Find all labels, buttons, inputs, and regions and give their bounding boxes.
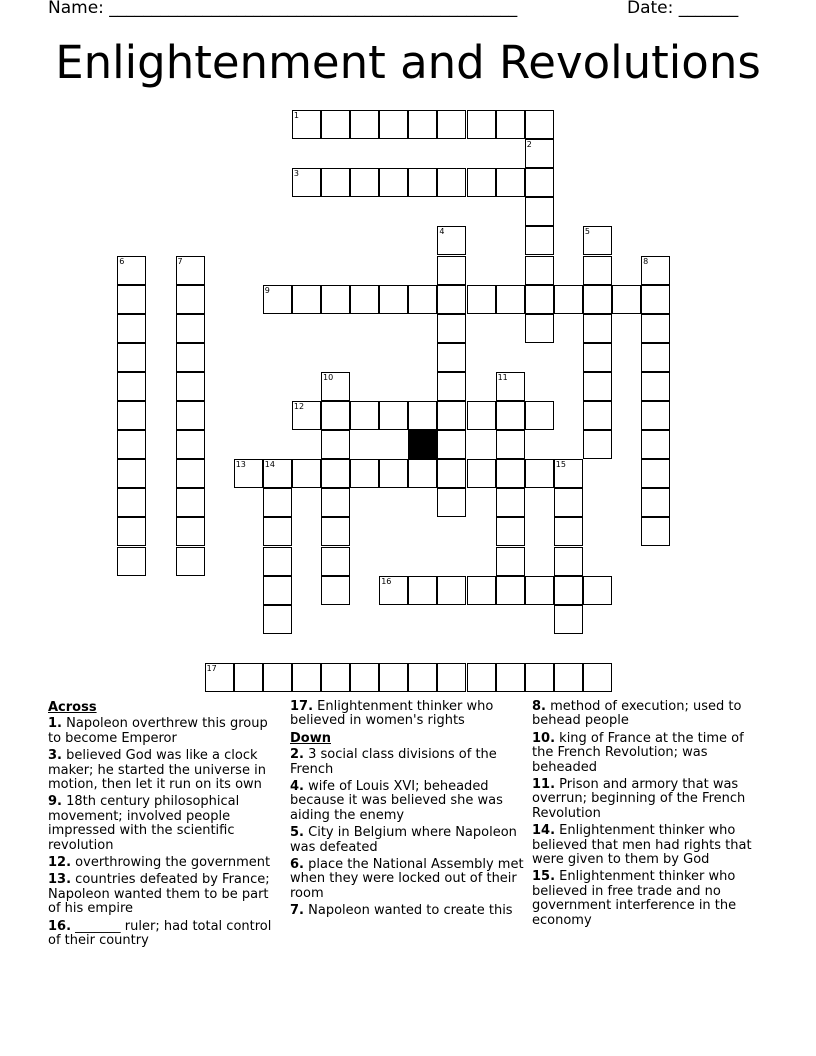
grid-cell[interactable] bbox=[176, 430, 205, 459]
clue-across-13: 13. countries defeated by France; Napoleon wanted them to be part of his empire bbox=[48, 872, 270, 917]
grid-cell[interactable] bbox=[176, 401, 205, 430]
grid-cell[interactable] bbox=[554, 547, 583, 576]
grid-cell[interactable] bbox=[263, 488, 292, 517]
grid-cell[interactable] bbox=[117, 401, 146, 430]
clue-number-16: 16 bbox=[381, 576, 392, 586]
grid-cell[interactable] bbox=[408, 663, 437, 692]
grid-cell[interactable] bbox=[437, 372, 466, 401]
clue-down-10: 10. king of France at the time of the French Revolution; was beheaded bbox=[532, 730, 744, 775]
grid-cell[interactable] bbox=[641, 401, 670, 430]
grid-cell[interactable] bbox=[467, 663, 496, 692]
grid-cell[interactable] bbox=[525, 459, 554, 488]
grid-cell[interactable] bbox=[641, 459, 670, 488]
grid-cell[interactable] bbox=[525, 576, 554, 605]
clue-number-12: 12 bbox=[293, 402, 305, 411]
grid-cell[interactable] bbox=[437, 110, 466, 139]
grid-cell[interactable] bbox=[321, 110, 350, 139]
grid-cell[interactable] bbox=[321, 488, 350, 517]
grid-cell[interactable] bbox=[583, 256, 612, 285]
grid-cell[interactable] bbox=[263, 517, 292, 546]
grid-cell[interactable] bbox=[525, 401, 554, 430]
clue-number-14: 14 bbox=[264, 460, 275, 470]
grid-cell[interactable] bbox=[350, 285, 379, 314]
grid-cell[interactable] bbox=[467, 110, 496, 139]
across-heading: Across bbox=[48, 700, 97, 715]
grid-cell[interactable] bbox=[612, 285, 641, 314]
grid-cell[interactable] bbox=[292, 285, 321, 314]
grid-cell[interactable] bbox=[496, 663, 525, 692]
clue-down-6: 6. place the National Assembly met when they were locked out of their room bbox=[290, 857, 524, 901]
clue-number-5: 5 bbox=[584, 227, 590, 237]
clue-down-5: 5. City in Belgium where Napoleon was defeated bbox=[290, 825, 517, 855]
grid-cell[interactable] bbox=[437, 430, 466, 459]
clue-across-3: 3. believed God was like a clock maker; he started the universe in motion, then let it run on its own bbox=[48, 748, 266, 793]
grid-cell[interactable] bbox=[437, 256, 466, 285]
grid-cell[interactable] bbox=[583, 430, 612, 459]
grid-cell[interactable] bbox=[467, 459, 496, 488]
grid-cell[interactable] bbox=[554, 488, 583, 517]
grid-cell[interactable] bbox=[176, 459, 205, 488]
grid-cell[interactable] bbox=[176, 314, 205, 343]
clue-down-4: 4. wife of Louis XVI; beheaded because it was believed she was aiding the enemy bbox=[290, 779, 503, 823]
grid-cell[interactable] bbox=[641, 430, 670, 459]
grid-cell[interactable] bbox=[408, 285, 437, 314]
clue-number-15: 15 bbox=[555, 460, 566, 470]
grid-cell[interactable] bbox=[496, 285, 525, 314]
grid-cell[interactable] bbox=[496, 430, 525, 459]
grid-cell[interactable] bbox=[321, 168, 350, 197]
grid-cell[interactable] bbox=[379, 285, 408, 314]
clue-across-17: 17. Enlightenment thinker who believed in women's rights bbox=[290, 699, 494, 729]
grid-cell[interactable] bbox=[234, 663, 263, 692]
grid-cell[interactable] bbox=[641, 488, 670, 517]
clue-number-8: 8 bbox=[643, 256, 649, 266]
grid-cell[interactable] bbox=[467, 168, 496, 197]
grid-cell[interactable] bbox=[437, 401, 466, 430]
grid-cell[interactable] bbox=[467, 285, 496, 314]
grid-cell[interactable] bbox=[350, 401, 379, 430]
grid-cell[interactable] bbox=[379, 168, 408, 197]
clue-number-6: 6 bbox=[119, 256, 125, 266]
clue-down-14: 14. Enlightenment thinker who believed that men had rights that were given to them by God bbox=[532, 823, 752, 868]
grid-cell[interactable] bbox=[583, 576, 612, 605]
grid-cell[interactable] bbox=[525, 197, 554, 226]
grid-cell[interactable] bbox=[408, 459, 437, 488]
grid-cell[interactable] bbox=[437, 285, 466, 314]
clue-number-17: 17 bbox=[206, 663, 217, 673]
clue-number-1: 1 bbox=[293, 111, 299, 120]
clue-down-15: 15. Enlightenment thinker who believed in free trade and no government interference in the economy bbox=[532, 869, 737, 928]
grid-cell[interactable] bbox=[176, 285, 205, 314]
grid-cell[interactable] bbox=[496, 488, 525, 517]
clues-column-3 bbox=[532, 700, 768, 931]
grid-cell[interactable] bbox=[554, 605, 583, 634]
name-field-label: Name: ________________________________________________ bbox=[48, 0, 518, 18]
grid-cell[interactable] bbox=[496, 576, 525, 605]
grid-cell[interactable] bbox=[117, 314, 146, 343]
clues-column-2 bbox=[290, 700, 526, 922]
grid-cell[interactable] bbox=[321, 285, 350, 314]
clue-down-2: 2. 3 social class divisions of the French bbox=[290, 747, 497, 777]
clue-across-1: 1. Napoleon overthrew this group to become Emperor bbox=[48, 716, 268, 746]
grid-cell[interactable] bbox=[176, 547, 205, 576]
grid-cell[interactable] bbox=[583, 314, 612, 343]
grid-cell[interactable] bbox=[554, 285, 583, 314]
grid-cell[interactable] bbox=[408, 401, 437, 430]
grid-cell[interactable] bbox=[263, 605, 292, 634]
grid-cell[interactable] bbox=[583, 372, 612, 401]
grid-cell[interactable] bbox=[292, 459, 321, 488]
grid-cell[interactable] bbox=[117, 459, 146, 488]
grid-cell[interactable] bbox=[496, 459, 525, 488]
clue-number-13: 13 bbox=[235, 460, 246, 470]
grid-cell[interactable] bbox=[176, 488, 205, 517]
grid-cell[interactable] bbox=[117, 285, 146, 314]
clue-down-7: 7. Napoleon wanted to create this bbox=[290, 903, 513, 919]
grid-cell[interactable] bbox=[408, 576, 437, 605]
grid-cell[interactable] bbox=[554, 663, 583, 692]
grid-cell[interactable] bbox=[176, 517, 205, 546]
grid-cell[interactable] bbox=[525, 285, 554, 314]
grid-cell[interactable] bbox=[583, 343, 612, 372]
grid-cell[interactable] bbox=[117, 517, 146, 546]
grid-cell[interactable] bbox=[408, 110, 437, 139]
grid-cell[interactable] bbox=[496, 517, 525, 546]
grid-cell[interactable] bbox=[321, 547, 350, 576]
grid-cell[interactable] bbox=[176, 343, 205, 372]
grid-cell[interactable] bbox=[263, 547, 292, 576]
grid-cell[interactable] bbox=[583, 663, 612, 692]
grid-cell[interactable] bbox=[379, 459, 408, 488]
grid-cell[interactable] bbox=[525, 110, 554, 139]
grid-cell[interactable] bbox=[321, 401, 350, 430]
grid-cell[interactable] bbox=[525, 256, 554, 285]
grid-cell[interactable] bbox=[554, 576, 583, 605]
grid-cell[interactable] bbox=[350, 168, 379, 197]
clues-column-1 bbox=[48, 700, 284, 952]
clue-number-7: 7 bbox=[177, 256, 183, 266]
grid-cell[interactable] bbox=[641, 372, 670, 401]
grid-cell[interactable] bbox=[641, 343, 670, 372]
black-square bbox=[408, 430, 437, 459]
grid-cell[interactable] bbox=[321, 517, 350, 546]
grid-cell[interactable] bbox=[117, 547, 146, 576]
clue-number-9: 9 bbox=[264, 285, 270, 295]
grid-cell[interactable] bbox=[263, 576, 292, 605]
clue-down-8: 8. method of execution; used to behead people bbox=[532, 699, 742, 729]
grid-cell[interactable] bbox=[379, 110, 408, 139]
grid-cell[interactable] bbox=[321, 663, 350, 692]
grid-cell[interactable] bbox=[496, 110, 525, 139]
clue-across-12: 12. overthrowing the government bbox=[48, 855, 271, 871]
grid-cell[interactable] bbox=[437, 343, 466, 372]
grid-cell[interactable] bbox=[321, 430, 350, 459]
grid-cell[interactable] bbox=[437, 459, 466, 488]
grid-cell[interactable] bbox=[583, 401, 612, 430]
grid-cell[interactable] bbox=[176, 372, 205, 401]
grid-cell[interactable] bbox=[641, 285, 670, 314]
grid-cell[interactable] bbox=[554, 517, 583, 546]
grid-cell[interactable] bbox=[408, 168, 437, 197]
grid-cell[interactable] bbox=[379, 401, 408, 430]
grid-cell[interactable] bbox=[117, 343, 146, 372]
grid-cell[interactable] bbox=[525, 314, 554, 343]
grid-cell[interactable] bbox=[350, 459, 379, 488]
grid-cell[interactable] bbox=[350, 110, 379, 139]
grid-cell[interactable] bbox=[437, 488, 466, 517]
clue-across-9: 9. 18th century philosophical movement; involved people impressed with the scientific revolution bbox=[48, 794, 240, 853]
clue-number-4: 4 bbox=[439, 227, 445, 237]
grid-cell[interactable] bbox=[525, 226, 554, 255]
grid-cell[interactable] bbox=[350, 663, 379, 692]
grid-cell[interactable] bbox=[117, 430, 146, 459]
clue-number-2: 2 bbox=[526, 140, 532, 150]
grid-cell[interactable] bbox=[583, 285, 612, 314]
grid-cell[interactable] bbox=[117, 488, 146, 517]
grid-cell[interactable] bbox=[525, 663, 554, 692]
clue-number-10: 10 bbox=[323, 372, 334, 382]
grid-cell[interactable] bbox=[379, 663, 408, 692]
clue-down-11: 11. Prison and armory that was overrun; beginning of the French Revolution bbox=[532, 777, 746, 821]
down-heading: Down bbox=[290, 730, 331, 746]
grid-cell[interactable] bbox=[467, 401, 496, 430]
grid-cell[interactable] bbox=[525, 168, 554, 197]
clue-number-11: 11 bbox=[497, 372, 508, 382]
grid-cell[interactable] bbox=[321, 576, 350, 605]
grid-cell[interactable] bbox=[641, 314, 670, 343]
clue-number-3: 3 bbox=[293, 169, 299, 179]
clue-across-16: 16. _______ ruler; had total control of their country bbox=[48, 918, 272, 949]
grid-cell[interactable] bbox=[641, 517, 670, 546]
grid-cell[interactable] bbox=[496, 547, 525, 576]
page-title: Enlightenment and Revolutions bbox=[55, 36, 761, 89]
grid-cell[interactable] bbox=[496, 401, 525, 430]
grid-cell[interactable] bbox=[321, 459, 350, 488]
grid-cell[interactable] bbox=[437, 663, 466, 692]
grid-cell[interactable] bbox=[467, 576, 496, 605]
grid-cell[interactable] bbox=[496, 168, 525, 197]
grid-cell[interactable] bbox=[292, 663, 321, 692]
grid-cell[interactable] bbox=[263, 663, 292, 692]
date-field-label: Date: _______ bbox=[627, 0, 739, 18]
grid-cell[interactable] bbox=[437, 168, 466, 197]
grid-cell[interactable] bbox=[437, 576, 466, 605]
grid-cell[interactable] bbox=[117, 372, 146, 401]
grid-cell[interactable] bbox=[437, 314, 466, 343]
